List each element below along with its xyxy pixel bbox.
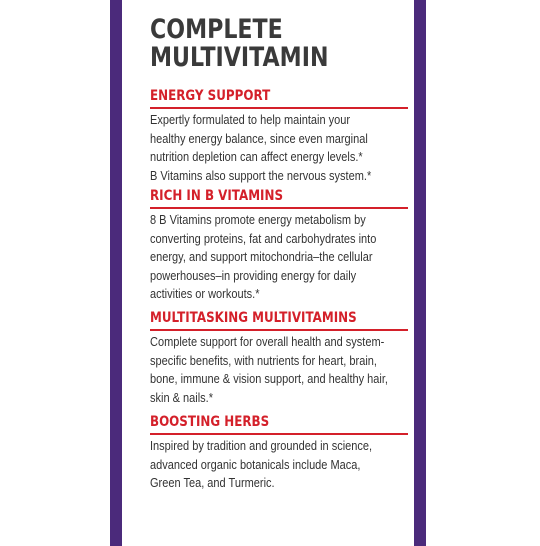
body-line: Complete support for overall health and system- xyxy=(150,334,385,349)
section-boosting-herbs xyxy=(150,414,412,493)
section-heading: ENERGY SUPPORT xyxy=(150,88,271,104)
section-body xyxy=(150,333,408,407)
body-line: advanced organic botanicals include Maca, xyxy=(150,456,361,472)
section-body xyxy=(150,437,408,493)
product-info-panel xyxy=(110,0,426,546)
body-line: converting proteins, fat and carbohydrates into xyxy=(150,230,377,246)
section-divider xyxy=(150,207,408,209)
body-line: energy, and support mitochondria–the cellular xyxy=(150,249,373,265)
title-line-1: COMPLETE xyxy=(150,14,283,45)
body-line: specific benefits, with nutrients for heart, brain, xyxy=(150,352,377,368)
section-multitasking-multivitamins xyxy=(150,310,412,407)
section-heading: BOOSTING HERBS xyxy=(150,414,270,430)
section-divider xyxy=(150,107,408,109)
body-line: skin & nails.* xyxy=(150,389,214,405)
section-divider xyxy=(150,433,408,435)
body-line: healthy energy balance, since even marginal xyxy=(150,130,368,146)
product-title xyxy=(150,16,371,72)
section-divider xyxy=(150,329,408,331)
body-line: B Vitamins also support the nervous system.* xyxy=(150,167,372,183)
body-line: nutrition depletion can affect energy levels.* xyxy=(150,149,363,165)
body-line: Expertly formulated to help maintain your xyxy=(150,112,351,127)
body-line: Inspired by tradition and grounded in science, xyxy=(150,438,373,453)
section-body xyxy=(150,211,408,304)
section-heading: RICH IN B VITAMINS xyxy=(150,188,284,204)
panel-content xyxy=(150,14,420,491)
section-energy-support xyxy=(150,88,412,185)
section-rich-in-b-vitamins xyxy=(150,188,412,304)
body-line: Green Tea, and Turmeric. xyxy=(150,475,275,491)
body-line: powerhouses–in providing energy for daily xyxy=(150,267,357,283)
body-line: 8 B Vitamins promote energy metabolism by xyxy=(150,212,366,227)
body-line: bone, immune & vision support, and healthy hair, xyxy=(150,371,388,387)
body-line: activities or workouts.* xyxy=(150,286,260,302)
section-heading: MULTITASKING MULTIVITAMINS xyxy=(150,310,357,326)
section-body xyxy=(150,111,408,185)
title-line-2: MULTIVITAMIN xyxy=(150,42,329,73)
